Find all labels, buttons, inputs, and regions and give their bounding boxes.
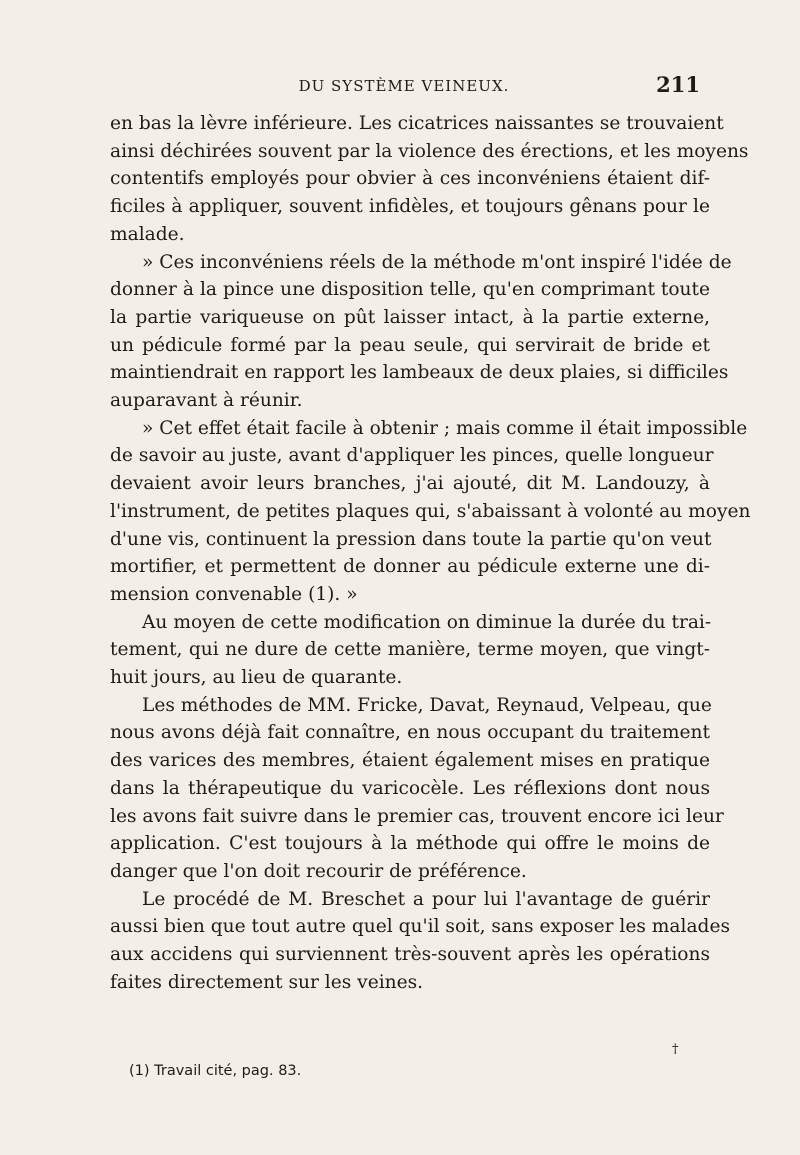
text-line: Les méthodes de MM. Fricke, Davat, Reynaud, Velpeau, que <box>142 694 712 716</box>
text-line: dans la thérapeutique du varicocèle. Les réflexions dont nous <box>110 777 710 799</box>
text-line: malade. <box>110 223 185 245</box>
text-line: contentifs employés pour obvier à ces inconvéniens étaient dif- <box>110 168 710 190</box>
text-line: mortifier, et permettent de donner au pédicule externe une di- <box>110 556 710 578</box>
text-line: l'instrument, de petites plaques qui, s'abaissant à volonté au moyen <box>110 500 751 522</box>
text-line: tement, qui ne dure de cette manière, terme moyen, que vingt- <box>110 639 710 661</box>
running-head: DU SYSTÈME VEINEUX. <box>298 77 510 95</box>
text-line: en bas la lèvre inférieure. Les cicatrices naissantes se trouvaient <box>110 113 724 134</box>
text-line: nous avons déjà fait connaître, en nous occupant du traitement <box>110 722 710 744</box>
text-line: huit jours, au lieu de quarante. <box>110 667 403 689</box>
text-line: des varices des membres, étaient également mises en pratique <box>110 750 710 772</box>
text-line: mension convenable (1). » <box>110 583 358 605</box>
text-line: un pédicule formé par la peau seule, qui servirait de bride et <box>110 334 710 356</box>
text-line: Le procédé de M. Breschet a pour lui l'avantage de guérir <box>142 888 710 910</box>
text-line: d'une vis, continuent la pression dans toute la partie qu'on veut <box>110 528 712 550</box>
body-text <box>110 110 751 997</box>
text-line: aussi bien que tout autre quel qu'il soit, sans exposer les malades <box>110 916 730 938</box>
text-line: application. C'est toujours à la méthode qui offre le moins de <box>110 833 710 855</box>
text-line: maintiendrait en rapport les lambeaux de deux plaies, si difficiles <box>110 362 729 384</box>
footnote: (1) Travail cité, pag. 83. <box>129 1063 302 1079</box>
text-line: de savoir au juste, avant d'appliquer les pinces, quelle longueur <box>110 445 714 467</box>
text-line: danger que l'on doit recourir de préférence. <box>110 860 527 882</box>
text-line: aux accidens qui surviennent très-souvent après les opérations <box>110 944 710 966</box>
text-line: ainsi déchirées souvent par la violence des érections, et les moyens <box>110 140 749 162</box>
text-line: Au moyen de cette modification on diminue la durée du trai- <box>142 611 712 633</box>
page-header <box>108 72 700 100</box>
page-number: 211 <box>656 72 700 97</box>
text-line: la partie variqueuse on pût laisser intact, à la partie externe, <box>110 306 710 328</box>
text-line: » Cet effet était facile à obtenir ; mais comme il était impossible <box>142 417 748 439</box>
text-line: » Ces inconvéniens réels de la méthode m'ont inspiré l'idée de <box>142 251 732 273</box>
text-line: les avons fait suivre dans le premier cas, trouvent encore ici leur <box>110 805 724 827</box>
text-line: faites directement sur les veines. <box>110 971 424 993</box>
text-line: auparavant à réunir. <box>110 390 303 412</box>
text-line: devaient avoir leurs branches, j'ai ajouté, dit M. Landouzy, à <box>110 473 710 495</box>
printer-mark: † <box>672 1042 679 1057</box>
text-line: ficiles à appliquer, souvent infidèles, et toujours gênans pour le <box>110 196 710 218</box>
text-line: donner à la pince une disposition telle, qu'en comprimant toute <box>110 279 710 301</box>
